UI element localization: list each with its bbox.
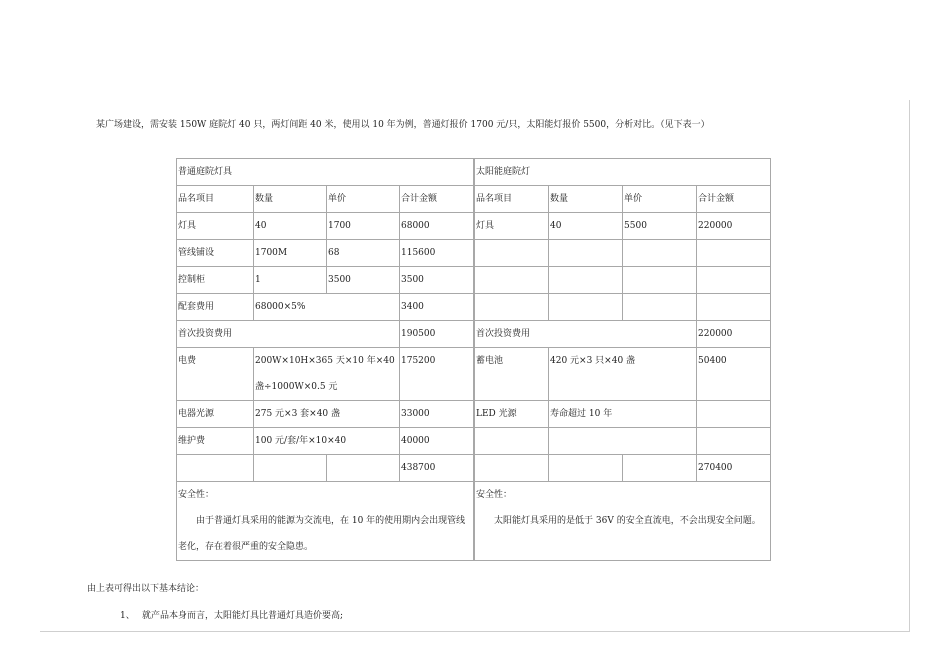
table-cell (697, 240, 771, 267)
table-cell (254, 455, 327, 482)
table-cell (549, 455, 623, 482)
table-cell (549, 428, 697, 455)
safety-cell (177, 482, 474, 561)
page-edge (909, 100, 910, 632)
table-cell (327, 455, 400, 482)
table-cell: 1700 (327, 213, 400, 240)
table-cell: 68 (327, 240, 400, 267)
table-cell (697, 267, 771, 294)
table-cell (475, 294, 549, 321)
header-cell: 品名项目 (177, 186, 254, 213)
table-cell (177, 455, 254, 482)
table-row (177, 401, 771, 428)
safety-title: 安全性： (178, 490, 215, 500)
table-cell: 420 元×3 只×40 盏 (549, 348, 697, 401)
safety-cell (475, 482, 771, 561)
table-row (177, 294, 771, 321)
table-cell (623, 240, 697, 267)
table-cell: 蓄电池 (475, 348, 549, 401)
table-cell: 维护费 (177, 428, 254, 455)
table-cell: 灯具 (475, 213, 549, 240)
table-cell: LED 光源 (475, 401, 549, 428)
header-cell: 合计金额 (400, 186, 474, 213)
table-cell: 275 元×3 套×40 盏 (254, 401, 400, 428)
table-row (177, 321, 771, 348)
table-cell: 68000 (400, 213, 474, 240)
list-text: 就产品本身而言，太阳能灯具比普通灯具造价要高; (142, 611, 344, 621)
table-cell (623, 294, 697, 321)
conclusion-heading: 由上表可得出以下基本结论： (87, 584, 205, 594)
right-title: 太阳能庭院灯 (475, 159, 771, 186)
table-cell: 1700M (254, 240, 327, 267)
table-cell: 寿命超过 10 年 (549, 401, 697, 428)
table-cell (549, 240, 623, 267)
table-row (177, 482, 771, 561)
table-cell: 200W×10H×365 天×10 年×40 盏÷1000W×0.5 元 (254, 348, 400, 401)
table-cell: 40 (549, 213, 623, 240)
total-cell: 438700 (400, 455, 474, 482)
table-cell: 5500 (623, 213, 697, 240)
header-cell: 合计金额 (697, 186, 771, 213)
table-cell: 首次投资费用 (177, 321, 400, 348)
table-cell: 220000 (697, 321, 771, 348)
table-row (177, 428, 771, 455)
table-cell: 首次投资费用 (475, 321, 697, 348)
table-cell: 管线铺设 (177, 240, 254, 267)
page-edge (40, 631, 910, 632)
table-row (177, 159, 771, 186)
safety-text: 太阳能灯具采用的是低于 36V 的安全直流电，不会出现安全问题。 (494, 516, 761, 526)
table-row (177, 348, 771, 401)
table-cell (475, 455, 549, 482)
table-cell (475, 240, 549, 267)
table-cell: 100 元/套/年×10×40 (254, 428, 400, 455)
table-cell: 40000 (400, 428, 474, 455)
table-cell: 3400 (400, 294, 474, 321)
table-cell (623, 455, 697, 482)
header-cell: 品名项目 (475, 186, 549, 213)
table-row (177, 240, 771, 267)
table-cell (697, 294, 771, 321)
table-cell: 3500 (327, 267, 400, 294)
table-cell: 1 (254, 267, 327, 294)
table-cell: 灯具 (177, 213, 254, 240)
table-cell (549, 294, 623, 321)
table-cell (549, 267, 623, 294)
header-cell: 数量 (549, 186, 623, 213)
comparison-table (176, 158, 771, 561)
list-number: 1、 (120, 611, 135, 621)
table-cell (475, 428, 549, 455)
table-cell (475, 267, 549, 294)
table-cell: 50400 (697, 348, 771, 401)
table-cell (697, 401, 771, 428)
table-cell: 配套费用 (177, 294, 254, 321)
table-row (177, 186, 771, 213)
table-row (177, 455, 771, 482)
left-title: 普通庭院灯具 (177, 159, 474, 186)
table-cell: 68000×5% (254, 294, 400, 321)
table-cell: 175200 (400, 348, 474, 401)
header-cell: 数量 (254, 186, 327, 213)
header-cell: 单价 (327, 186, 400, 213)
table-cell: 220000 (697, 213, 771, 240)
table-cell: 控制柜 (177, 267, 254, 294)
safety-text: 由于普通灯具采用的能源为交流电，在 10 年的使用期内会出现管线老化，存在着很严重的安全隐患。 (178, 516, 466, 552)
table-cell: 33000 (400, 401, 474, 428)
table-row (177, 213, 771, 240)
table-cell: 40 (254, 213, 327, 240)
table-cell: 115600 (400, 240, 474, 267)
intro-paragraph: 某广场建设，需安装 150W 庭院灯 40 只，两灯间距 40 米，使用以 10 年为例，普通灯报价 1700 元/只，太阳能灯报价 5500，分析对比。（见下表一） (96, 120, 710, 130)
table-cell: 电器光源 (177, 401, 254, 428)
table-cell (623, 267, 697, 294)
table-cell: 3500 (400, 267, 474, 294)
table-cell: 电费 (177, 348, 254, 401)
safety-title: 安全性： (476, 490, 513, 500)
total-cell: 270400 (697, 455, 771, 482)
table-row (177, 267, 771, 294)
list-item (120, 608, 343, 621)
table-cell: 190500 (400, 321, 474, 348)
header-cell: 单价 (623, 186, 697, 213)
table-cell (697, 428, 771, 455)
